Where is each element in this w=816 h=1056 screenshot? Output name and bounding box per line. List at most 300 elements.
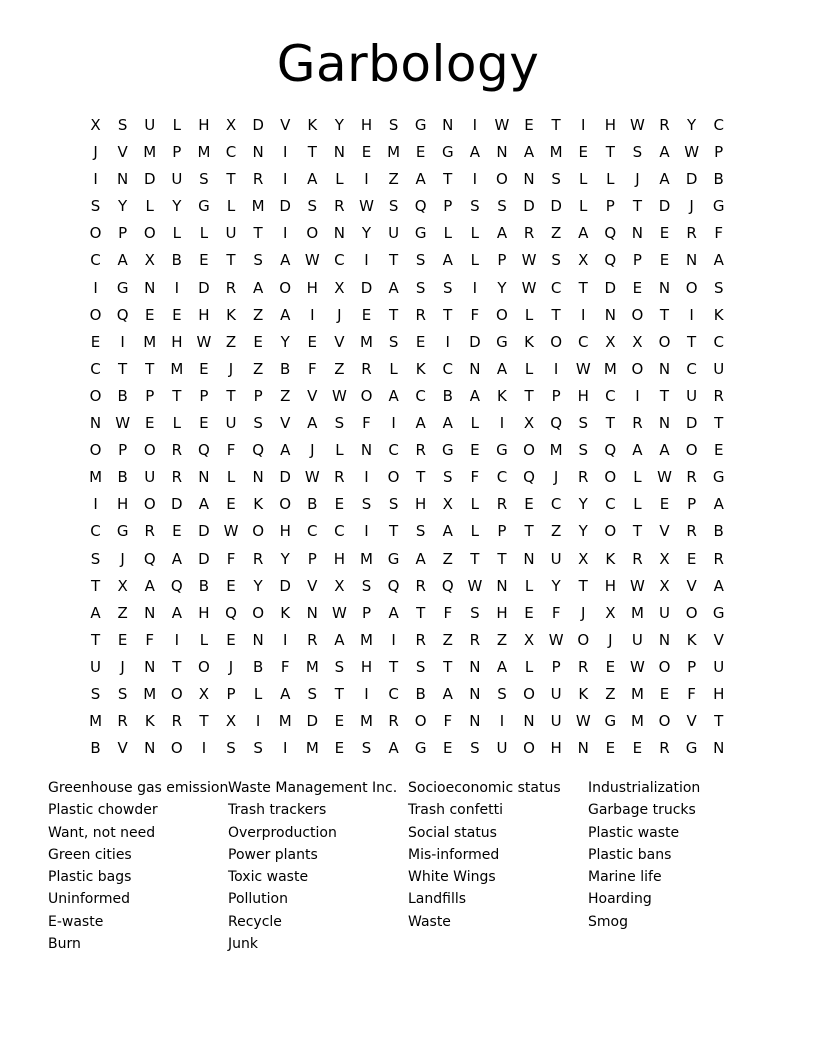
grid-cell: S: [415, 251, 426, 270]
grid-cell: O: [685, 603, 698, 622]
grid-cell: X: [605, 332, 616, 351]
word-list-column: [48, 777, 228, 955]
grid-cell: E: [659, 684, 670, 703]
grid-cell: U: [225, 224, 237, 243]
grid-cell: E: [226, 630, 236, 649]
grid-cell: T: [443, 305, 453, 324]
word-list-item: Social status: [408, 824, 497, 841]
grid-cell: O: [523, 441, 535, 460]
grid-cell: B: [442, 386, 453, 405]
grid-cell: E: [443, 739, 453, 758]
grid-cell: R: [307, 630, 318, 649]
grid-cell: A: [659, 143, 670, 162]
grid-cell: S: [307, 684, 318, 703]
grid-cell: S: [388, 116, 399, 134]
grid-cell: D: [523, 197, 535, 216]
grid-cell: X: [605, 603, 616, 622]
grid-cell: L: [145, 197, 154, 216]
grid-cell: Q: [414, 197, 427, 216]
grid-cell: L: [470, 414, 480, 433]
grid-cell: O: [170, 684, 183, 703]
grid-cell: R: [388, 712, 399, 731]
grid-cell: N: [496, 576, 508, 595]
grid-cell: M: [170, 359, 184, 378]
grid-row: [82, 464, 734, 491]
grid-cell: S: [713, 278, 724, 297]
grid-cell: B: [713, 522, 724, 541]
grid-cell: R: [686, 522, 697, 541]
grid-cell: M: [549, 143, 563, 162]
grid-cell: K: [144, 712, 155, 731]
word-list-item: Recycle: [228, 913, 282, 930]
grid-cell: D: [550, 197, 562, 216]
grid-cell: M: [197, 143, 211, 162]
grid-cell: T: [416, 468, 426, 487]
grid-cell: N: [442, 116, 454, 134]
grid-cell: E: [199, 414, 209, 433]
grid-cell: E: [334, 495, 345, 514]
word-list-item: Pollution: [228, 891, 288, 908]
grid-cell: M: [143, 143, 157, 162]
grid-cell: Z: [551, 522, 562, 541]
grid-cell: R: [659, 739, 670, 758]
grid-cell: Y: [334, 116, 344, 134]
grid-cell: X: [659, 576, 670, 595]
grid-cell: S: [117, 116, 128, 134]
grid-cell: D: [198, 549, 210, 568]
grid-cell: X: [225, 712, 237, 731]
grid-cell: W: [630, 116, 645, 134]
grid-cell: Q: [225, 603, 237, 622]
grid-cell: G: [496, 441, 508, 460]
grid-cell: J: [553, 468, 559, 487]
grid-cell: C: [442, 359, 453, 378]
grid-cell: V: [713, 630, 724, 649]
grid-cell: S: [470, 197, 480, 216]
grid-cell: J: [581, 603, 586, 622]
grid-cell: N: [713, 739, 725, 758]
grid-cell: A: [171, 549, 182, 568]
grid-cell: I: [391, 414, 396, 433]
grid-cell: R: [117, 712, 128, 731]
grid-cell: N: [658, 414, 671, 433]
grid-cell: N: [117, 170, 129, 189]
grid-cell: A: [307, 414, 318, 433]
grid-cell: T: [632, 197, 642, 216]
grid-cell: C: [415, 386, 426, 405]
grid-cell: E: [199, 359, 209, 378]
grid-cell: A: [442, 684, 453, 703]
grid-cell: B: [117, 468, 128, 487]
word-list: [48, 777, 768, 955]
grid-cell: H: [577, 386, 589, 405]
grid-cell: U: [713, 359, 725, 378]
grid-cell: F: [551, 603, 561, 622]
grid-cell: D: [198, 522, 210, 541]
word-list-item: Mis-informed: [408, 846, 500, 863]
grid-cell: W: [548, 630, 564, 649]
word-list-item: Burn: [48, 936, 81, 953]
grid-cell: E: [713, 441, 724, 460]
grid-cell: T: [659, 305, 670, 324]
grid-row: [82, 546, 734, 573]
grid-cell: N: [658, 359, 671, 378]
grid-cell: J: [228, 359, 234, 378]
grid-cell: O: [604, 522, 617, 541]
grid-cell: S: [361, 739, 372, 758]
grid-cell: L: [226, 197, 236, 216]
grid-cell: G: [496, 332, 508, 351]
grid-cell: N: [604, 305, 616, 324]
grid-cell: Y: [578, 495, 588, 514]
grid-cell: I: [201, 739, 207, 758]
grid-cell: X: [523, 414, 535, 433]
grid-cell: L: [524, 305, 534, 324]
grid-cell: U: [659, 603, 670, 622]
word-list-item: Socioeconomic status: [408, 780, 561, 796]
grid-cell: O: [523, 684, 535, 703]
grid-cell: P: [199, 386, 209, 405]
grid-cell: V: [307, 576, 318, 595]
grid-cell: W: [657, 468, 672, 487]
grid-cell: Z: [280, 386, 291, 405]
grid-cell: N: [658, 630, 671, 649]
grid-cell: J: [689, 197, 694, 216]
grid-cell: M: [360, 630, 373, 649]
grid-cell: R: [578, 657, 589, 676]
grid-cell: O: [252, 603, 265, 622]
grid-cell: T: [307, 143, 317, 162]
grid-cell: Q: [198, 441, 210, 460]
grid-cell: Y: [578, 522, 588, 541]
grid-cell: C: [307, 522, 318, 541]
grid-row: [82, 437, 734, 464]
grid-cell: C: [90, 251, 101, 270]
grid-cell: S: [90, 684, 101, 703]
grid-cell: D: [306, 712, 319, 731]
grid-cell: U: [171, 170, 183, 189]
grid-cell: F: [470, 305, 480, 324]
grid-cell: O: [496, 170, 508, 189]
grid-cell: G: [116, 522, 129, 541]
grid-row: [82, 220, 734, 247]
grid-row: [82, 329, 734, 356]
grid-row: [82, 600, 734, 627]
grid-cell: R: [469, 630, 481, 649]
grid-cell: V: [334, 332, 345, 351]
grid-cell: S: [632, 143, 643, 162]
grid-cell: V: [280, 116, 291, 134]
grid-cell: D: [252, 116, 264, 134]
grid-cell: K: [280, 603, 291, 622]
grid-cell: S: [415, 522, 426, 541]
grid-row: [82, 491, 734, 518]
grid-cell: R: [713, 549, 724, 568]
grid-cell: T: [226, 386, 236, 405]
grid-cell: L: [199, 224, 209, 243]
grid-cell: L: [524, 576, 534, 595]
grid-cell: N: [469, 359, 481, 378]
grid-cell: S: [253, 414, 263, 433]
grid-cell: E: [144, 414, 155, 433]
grid-cell: M: [305, 739, 319, 758]
grid-cell: X: [442, 495, 453, 514]
grid-cell: Q: [252, 441, 265, 460]
grid-cell: A: [442, 522, 453, 541]
grid-cell: O: [496, 305, 508, 324]
grid-cell: I: [445, 332, 450, 351]
grid-cell: I: [255, 712, 261, 731]
grid-cell: Y: [253, 576, 263, 595]
grid-cell: N: [360, 441, 373, 460]
grid-cell: B: [280, 359, 291, 378]
grid-cell: U: [90, 657, 102, 676]
word-list-item: Smog: [588, 913, 628, 930]
grid-row: [82, 654, 734, 681]
word-list-item: Plastic bans: [588, 846, 672, 863]
grid-cell: N: [631, 224, 644, 243]
grid-cell: B: [307, 495, 318, 514]
word-list-item: Garbage trucks: [588, 802, 696, 819]
grid-cell: T: [632, 522, 642, 541]
grid-cell: P: [226, 684, 236, 703]
grid-cell: I: [93, 278, 98, 297]
grid-cell: P: [307, 549, 317, 568]
grid-cell: O: [89, 224, 102, 243]
grid-cell: B: [90, 739, 101, 758]
grid-cell: H: [117, 495, 129, 514]
grid-cell: O: [360, 386, 373, 405]
grid-cell: Z: [442, 549, 453, 568]
grid-cell: O: [604, 468, 617, 487]
grid-cell: S: [497, 684, 507, 703]
grid-cell: H: [279, 522, 291, 541]
grid-cell: E: [90, 332, 101, 351]
grid-cell: A: [388, 603, 399, 622]
grid-cell: R: [361, 359, 372, 378]
grid-cell: O: [170, 739, 183, 758]
grid-cell: D: [279, 468, 291, 487]
grid-cell: P: [118, 224, 128, 243]
grid-cell: O: [89, 441, 102, 460]
grid-cell: G: [441, 441, 454, 460]
grid-cell: M: [630, 603, 644, 622]
word-list-item: Toxic waste: [228, 869, 309, 886]
grid-cell: N: [144, 657, 156, 676]
grid-cell: H: [496, 603, 508, 622]
grid-cell: O: [279, 495, 292, 514]
grid-cell: M: [360, 549, 373, 568]
grid-cell: N: [577, 739, 589, 758]
grid-cell: S: [578, 441, 588, 460]
grid-cell: I: [282, 170, 288, 189]
grid-cell: K: [605, 549, 616, 568]
word-list-item: Trash confetti: [408, 802, 503, 819]
grid-cell: I: [364, 468, 369, 487]
grid-cell: P: [551, 386, 561, 405]
grid-cell: A: [496, 359, 508, 378]
grid-row: [82, 518, 734, 545]
grid-cell: P: [443, 197, 453, 216]
grid-cell: S: [226, 739, 236, 758]
grid-cell: E: [226, 576, 236, 595]
grid-cell: I: [581, 116, 586, 134]
grid-cell: T: [524, 522, 534, 541]
grid-cell: I: [364, 522, 369, 541]
grid-cell: C: [388, 684, 399, 703]
grid-cell: P: [714, 143, 724, 162]
grid-cell: E: [686, 549, 697, 568]
grid-cell: T: [714, 712, 724, 731]
grid-cell: A: [388, 739, 399, 758]
grid-cell: O: [89, 386, 102, 405]
grid-cell: L: [633, 468, 642, 487]
grid-cell: R: [578, 468, 589, 487]
grid-cell: L: [470, 495, 480, 514]
grid-cell: N: [144, 278, 156, 297]
grid-cell: D: [469, 332, 481, 351]
grid-cell: A: [90, 603, 101, 622]
grid-row: [82, 302, 734, 329]
grid-cell: I: [93, 495, 98, 514]
grid-cell: M: [89, 468, 103, 487]
grid-cell: S: [199, 170, 209, 189]
grid-cell: T: [443, 657, 453, 676]
grid-cell: M: [630, 684, 644, 703]
grid-cell: C: [90, 522, 101, 541]
grid-cell: E: [524, 495, 534, 514]
grid-cell: S: [253, 739, 263, 758]
grid-cell: G: [414, 739, 427, 758]
grid-row: [82, 112, 734, 139]
word-list-item: Plastic chowder: [48, 802, 158, 819]
grid-cell: D: [198, 278, 210, 297]
word-list-item: Waste Management Inc.: [228, 780, 398, 796]
grid-cell: T: [253, 224, 263, 243]
grid-cell: H: [198, 116, 210, 134]
grid-cell: M: [387, 143, 401, 162]
word-list-item: Trash trackers: [228, 802, 327, 819]
grid-cell: E: [524, 116, 534, 134]
grid-cell: H: [604, 576, 616, 595]
grid-cell: C: [334, 251, 345, 270]
grid-cell: C: [686, 359, 697, 378]
grid-cell: T: [551, 116, 561, 134]
grid-cell: T: [118, 359, 128, 378]
grid-cell: W: [467, 576, 483, 595]
word-list-item: Want, not need: [48, 824, 156, 841]
grid-cell: D: [685, 414, 698, 433]
grid-cell: X: [198, 684, 210, 703]
grid-cell: I: [499, 414, 505, 433]
grid-cell: S: [470, 739, 480, 758]
grid-cell: L: [335, 441, 344, 460]
grid-cell: W: [494, 116, 510, 134]
grid-cell: A: [144, 576, 155, 595]
word-list-item: White Wings: [408, 869, 496, 886]
grid-cell: N: [306, 603, 318, 622]
grid-cell: M: [278, 712, 292, 731]
grid-cell: X: [225, 116, 237, 134]
grid-cell: M: [89, 712, 103, 731]
grid-cell: P: [687, 657, 697, 676]
grid-cell: I: [364, 251, 369, 270]
word-list-item: Junk: [228, 936, 258, 953]
grid-cell: D: [171, 495, 183, 514]
grid-cell: I: [282, 739, 288, 758]
grid-cell: E: [144, 305, 155, 324]
grid-cell: C: [550, 495, 562, 514]
grid-cell: R: [252, 549, 264, 568]
grid-cell: X: [578, 251, 589, 270]
grid-cell: S: [388, 197, 399, 216]
grid-cell: P: [145, 386, 155, 405]
grid-row: [82, 735, 734, 762]
grid-cell: G: [712, 468, 725, 487]
grid-cell: E: [524, 603, 534, 622]
grid-cell: E: [172, 522, 182, 541]
grid-cell: C: [577, 332, 589, 351]
grid-cell: Y: [280, 332, 290, 351]
grid-cell: R: [632, 414, 643, 433]
grid-cell: L: [579, 170, 588, 189]
grid-cell: J: [120, 657, 125, 676]
grid-cell: K: [578, 684, 589, 703]
grid-cell: Y: [280, 549, 290, 568]
page-title: Garbology: [276, 35, 540, 93]
grid-cell: P: [118, 441, 128, 460]
grid-cell: H: [604, 116, 616, 134]
grid-cell: I: [499, 712, 505, 731]
grid-cell: A: [442, 414, 453, 433]
grid-cell: G: [712, 197, 725, 216]
grid-cell: R: [686, 468, 697, 487]
grid-cell: H: [198, 603, 210, 622]
grid-cell: O: [143, 224, 156, 243]
grid-cell: A: [117, 251, 128, 270]
grid-cell: C: [605, 495, 616, 514]
grid-cell: U: [225, 414, 237, 433]
grid-cell: P: [632, 251, 642, 270]
grid-cell: X: [523, 630, 535, 649]
grid-cell: L: [226, 468, 236, 487]
grid-cell: R: [171, 468, 183, 487]
grid-cell: O: [279, 278, 292, 297]
grid-cell: O: [306, 224, 319, 243]
grid-cell: A: [496, 657, 508, 676]
grid-cell: O: [577, 630, 590, 649]
grid-cell: A: [659, 170, 670, 189]
grid-cell: A: [280, 441, 291, 460]
grid-cell: O: [658, 712, 671, 731]
grid-cell: F: [443, 603, 453, 622]
grid-cell: M: [360, 712, 373, 731]
grid-cell: H: [360, 657, 373, 676]
grid-cell: K: [524, 332, 534, 351]
grid-cell: F: [226, 441, 236, 460]
grid-cell: J: [337, 305, 342, 324]
grid-cell: S: [117, 684, 128, 703]
word-list-item: Plastic waste: [588, 824, 680, 841]
word-list-item: Waste: [408, 913, 451, 930]
grid-cell: L: [524, 359, 534, 378]
grid-cell: W: [521, 278, 537, 297]
grid-cell: H: [415, 495, 427, 514]
grid-cell: F: [145, 630, 155, 649]
grid-cell: U: [144, 468, 156, 487]
grid-cell: W: [575, 712, 591, 731]
grid-cell: T: [605, 143, 615, 162]
